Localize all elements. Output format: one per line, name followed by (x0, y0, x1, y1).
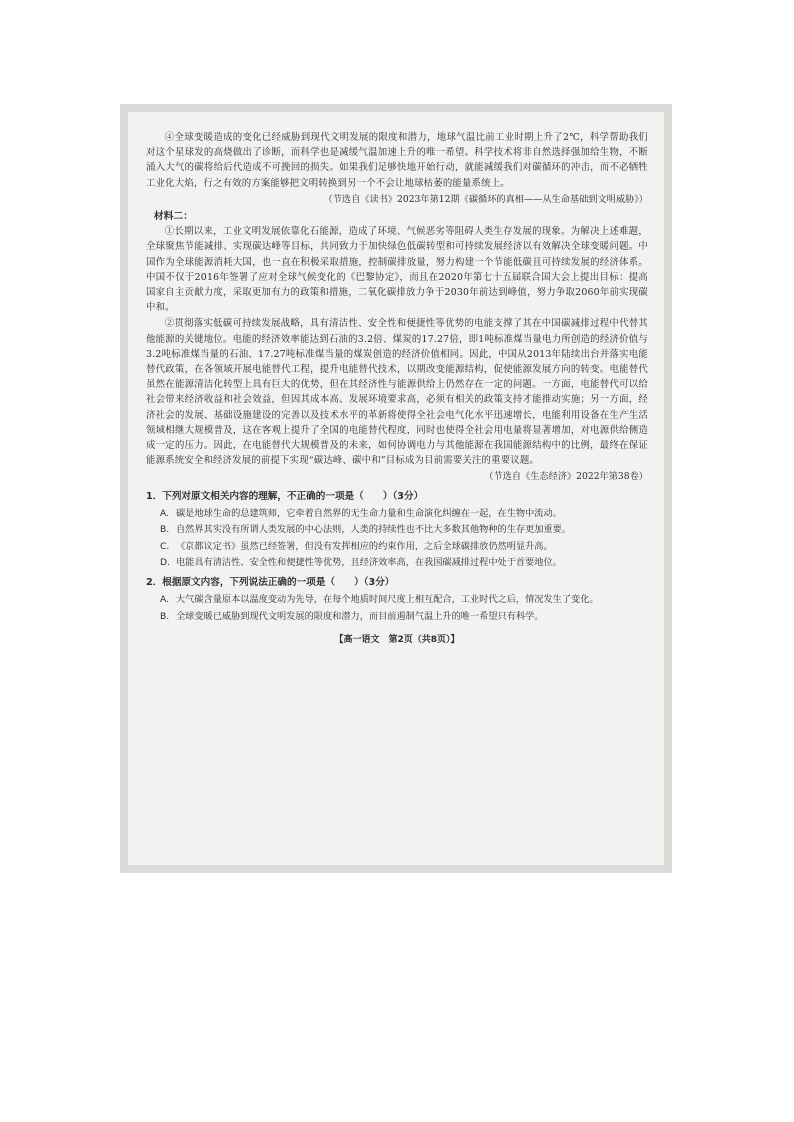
option-d: D. 电能具有清洁性、安全性和便捷性等优势，且经济效率高，在我国碳减排过程中处于首要地位。 (160, 557, 562, 569)
material-2-paragraph-1: ①长期以来，工业文明发展依靠化石能源，造成了环境、气候恶劣等阻碍人类生存发展的现象。为解决上述难题，全球聚焦节能减排、实现碳达峰等目标，共同致力于加快绿色低碳转型和可持续发展经济以有效解决全球变暖问题。中国作为全球能源消耗大国，也一直在积极采取措施，控制碳排放量，努力构建一个节能低碳且可持续发展的经济体系。中国不仅于2016年签署了应对全球气候变化的《巴黎协定》，而且在2020年第七十五届联合国大会上提出目标：提高国家自主贡献力度，采取更加有力的政策和措施，二氧化碳排放力争于2030年前达到峰值，努力争取2060年前实现碳中和。 (146, 226, 648, 314)
option-a: A. 碳是地球生命的总建筑师，它牵着自然界的无生命力量和生命演化纠缠在一起，在生物中流动。 (160, 507, 562, 519)
option-b: B. 全球变暖已威胁到现代文明发展的限度和潜力，而目前遏制气温上升的唯一希望只有科学。 (160, 610, 544, 622)
paragraph-4: ④全球变暖造成的变化已经威胁到现代文明发展的限度和潜力，地球气温比前工业时期上升了2℃，科学帮助我们对这个星球发的高烧做出了诊断，而科学也是减缓气温加速上升的唯一希望。科学技术将非自然选择强加给生物，不断涌入大气的碳将给后代造成不可挽回的损失。如果我们足够快地开始行动，就能减缓我们对碳循环的冲击，而不必牺牲工业化大焰，行之有效的方案能够把文明转换到另一个不会让地球枯萎的能量系统上。 (146, 132, 648, 189)
material-2-paragraph-2: ②贯彻落实低碳可持续发展战略，具有清洁性、安全性和便捷性等优势的电能支撑了其在中国碳减排过程中代替其他能源的关键地位。电能的经济效率能达到石油的3.2倍、煤炭的17.27倍，即1吨标准煤当量电力所创造的经济价值与3.2吨标准煤当量的石油、17.27吨标准煤当量的煤炭创造的经济价值相同。因此，中国从2013年陆续出台并落实电能替代政策，在各领域开展电能替代工程，提升电能替代技术，以期改变能源结构，促使能源发展方向的转变。电能替代虽然在能源清洁化转型上具有巨大的优势，但在其经济性与能源供给上仍然存在一定的问题。一方面，电能替代可以给社会带来经济收益和社会效益，但因其成本高、发展环境要求高，必须有相关的政策支持才能推动实施；另一方面，经济社会的发展、基础设施建设的完善以及技术水平的革新将使得全社会电气化水平迅速增长，电能利用设备在生产生活领域相继大规模普及，这在客观上提升了全国的电能替代程度，同时也使得全社会用电量将显著增加，对电源供给侧造成一定的压力。因此，在电能替代大规模普及的未来，如何协调电力与其他能源在我国能源结构中的比例，最终在保证能源系统安全和经济发展的前提下实现“碳达峰、碳中和”目标成为目前需要关注的重要议题。 (146, 318, 648, 467)
source-citation-1: （节选自《读书》2023年第12期《碳循环的真相——从生命基础到文明威胁》） (323, 193, 648, 205)
question-2 (146, 575, 648, 624)
option-b: B. 自然界其实没有所谓人类发展的中心法则，人类的持续性也不比大多数其他物种的生存更加重要。 (160, 524, 572, 536)
source-citation-2: （节选自《生态经济》2022年第38卷） (484, 471, 648, 483)
question-stem: 1．下列对原文相关内容的理解，不正确的一项是（ ）（3分） (146, 490, 424, 502)
page-footer: 【高一语文 第2页（共8页）】 (334, 635, 460, 646)
option-c: C. 《京都议定书》虽然已经签署，但没有发挥相应的约束作用，之后全球碳排放仍然明显升高。 (160, 540, 553, 552)
material-2-heading: 材料二： (153, 211, 194, 223)
scanned-page-photo (120, 104, 672, 873)
exam-sheet (128, 112, 664, 865)
option-a: A. 大气碳含量原本以温度变动为先导，在每个地质时间尺度上相互配合，工业时代之后，情况发生了变化。 (160, 594, 599, 606)
question-1 (146, 489, 648, 571)
question-stem: 2．根据原文内容，下列说法正确的一项是（ ）（3分） (146, 577, 395, 589)
